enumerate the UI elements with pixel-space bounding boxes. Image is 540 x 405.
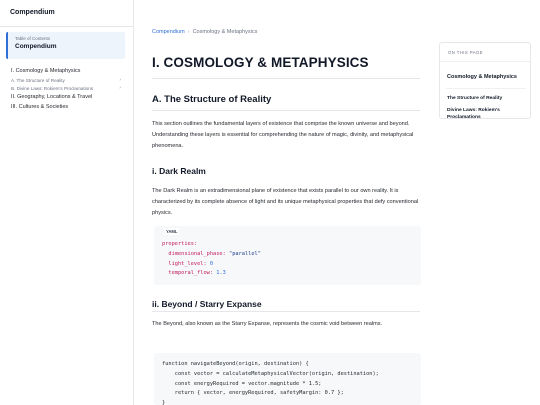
- sidebar: [0, 0, 134, 405]
- code-value: 1.3: [216, 270, 226, 277]
- breadcrumb-root-link[interactable]: Compendium: [152, 29, 185, 35]
- code-lines: [162, 240, 261, 279]
- on-this-page-panel: [439, 42, 531, 119]
- subsection-divider: [152, 311, 420, 312]
- sidebar-item-geography[interactable]: [0, 92, 133, 102]
- code-lines: [162, 360, 379, 405]
- sidebar-item-cultures[interactable]: [0, 102, 133, 112]
- chevron-right-icon[interactable]: ›: [119, 77, 121, 83]
- on-this-page-label: ON THIS PAGE: [448, 50, 483, 55]
- panel-divider: [446, 88, 526, 89]
- subsection-heading-beyond: ii. Beyond / Starry Expanse: [152, 299, 262, 309]
- yaml-code-block[interactable]: [154, 226, 421, 285]
- chevron-right-icon[interactable]: ›: [119, 85, 121, 91]
- code-line: function navigateBeyond(origin, destination) {: [162, 361, 309, 367]
- sidebar-item-label: II. Geography, Locations & Travel: [11, 94, 93, 100]
- sidebar-item-label: B. Divine Laws: Rokiem's Proclamations: [11, 85, 94, 91]
- sidebar-nav: [0, 66, 133, 112]
- sidebar-item-label: III. Cultures & Societies: [11, 104, 69, 110]
- title-divider: [152, 78, 420, 79]
- code-value: "parallel": [229, 250, 261, 257]
- code-language-label: YAML: [166, 229, 178, 234]
- code-key: properties:: [162, 241, 198, 247]
- code-key: dimensional_phase:: [168, 250, 226, 257]
- code-value: 0: [209, 260, 214, 267]
- subsection-heading-dark-realm: i. Dark Realm: [152, 166, 206, 176]
- toc-card[interactable]: [6, 32, 125, 59]
- dark-realm-paragraph: The Dark Realm is an extradimensional plane of existence that exists parallel to our own reality. It is characterized by its complete absence of light and its unique metaphysical properties that defy conventional physics.: [152, 188, 419, 216]
- otp-link-divine-laws[interactable]: Divine Laws: Rokiem's Proclamations: [447, 108, 500, 120]
- toc-title: Compendium: [15, 43, 57, 50]
- otp-link-cosmology[interactable]: Cosmology & Metaphysics: [447, 74, 517, 80]
- toc-label: Table of Contents: [15, 36, 51, 41]
- panel-divider: [440, 61, 530, 62]
- sidebar-item-cosmology[interactable]: [0, 66, 133, 76]
- code-line: const vector = calculateMetaphysicalVector(origin, destination);: [162, 370, 379, 377]
- main-content: [150, 0, 422, 405]
- breadcrumb: [152, 29, 257, 35]
- section-divider: [152, 110, 420, 111]
- sidebar-item-label: A. The Structure of Reality: [11, 77, 65, 83]
- code-key: light_level:: [168, 260, 207, 267]
- beyond-paragraph: The Beyond, also known as the Starry Expanse, represents the cosmic void between realms.: [152, 321, 383, 327]
- code-line: const energyRequired = vector.magnitude * 1.5;: [162, 380, 322, 387]
- intro-paragraph: This section outlines the fundamental layers of existence that comprise the known universe and beyond. Understanding these layers is essential for comprehending the nature of magic, divinity, and metaphysical phenomena.: [152, 121, 414, 149]
- js-code-block[interactable]: [154, 353, 421, 405]
- sidebar-item-label: I. Cosmology & Metaphysics: [11, 68, 81, 74]
- breadcrumb-separator: ›: [187, 29, 190, 35]
- sidebar-subitem-divine-laws[interactable]: [0, 84, 133, 92]
- code-line: return { vector, energyRequired, safetyMargin: 0.7 };: [162, 390, 344, 397]
- sidebar-title[interactable]: Compendium: [0, 0, 133, 27]
- code-key: temporal_flow:: [168, 270, 214, 277]
- otp-link-structure[interactable]: The Structure of Reality: [447, 96, 503, 101]
- sidebar-subitem-structure[interactable]: [0, 76, 133, 84]
- code-line: }: [162, 400, 166, 405]
- page-title: I. COSMOLOGY & METAPHYSICS: [152, 55, 369, 70]
- section-heading-structure: A. The Structure of Reality: [152, 94, 272, 105]
- breadcrumb-current: Cosmology & Metaphysics: [192, 29, 258, 35]
